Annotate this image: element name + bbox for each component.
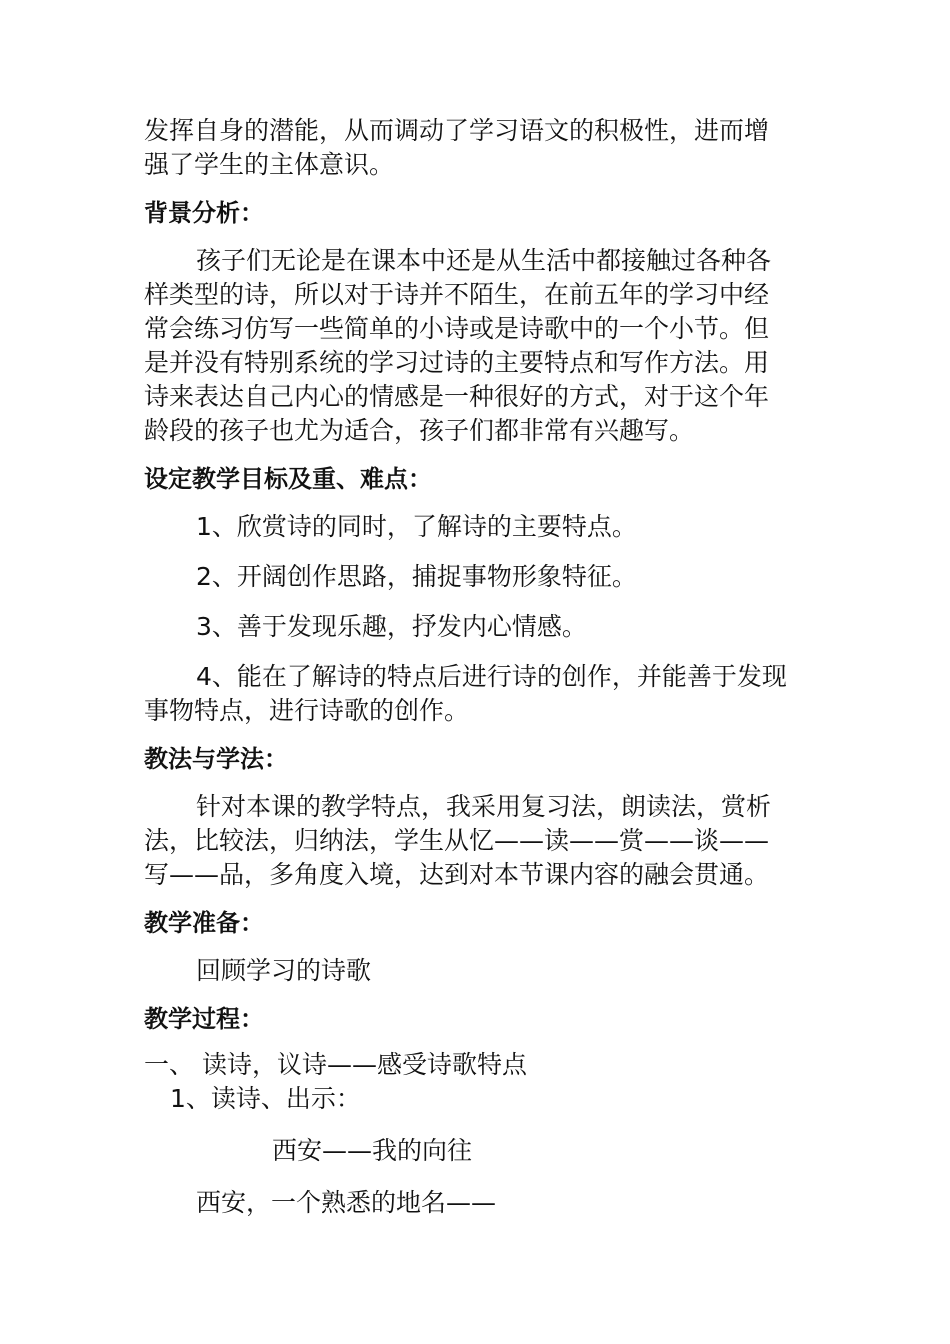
- methods-heading: 教法与学法：: [144, 745, 288, 773]
- background-line: 常会练习仿写一些简单的小诗或是诗歌中的一个小节。但: [144, 314, 770, 343]
- goal-item-2-text: 2、开阔创作思路，捕捉事物形象特征。: [196, 562, 637, 591]
- background-line: 龄段的孩子也尤为适合，孩子们都非常有兴趣写。: [144, 416, 695, 445]
- goal-item-4: [144, 660, 804, 728]
- poem-line-1: 西安，一个熟悉的地名——: [196, 1188, 497, 1217]
- background-line: 诗来表达自己内心的情感是一种很好的方式，对于这个年: [144, 382, 770, 411]
- background-paragraph: [144, 244, 804, 448]
- methods-paragraph: [144, 790, 804, 892]
- prep-heading: 教学准备：: [144, 909, 264, 937]
- prep-paragraph: [144, 954, 804, 988]
- intro-line-1: 发挥自身的潜能，从而调动了学习语文的积极性，进而增: [144, 116, 770, 145]
- document-page: [144, 114, 804, 1220]
- goal-item-1: [144, 510, 804, 544]
- prep-text: 回顾学习的诗歌: [196, 956, 372, 985]
- methods-line: 写——品，多角度入境，达到对本节课内容的融会贯通。: [144, 860, 770, 889]
- intro-line-2: 强了学生的主体意识。: [144, 150, 395, 179]
- background-line: 是并没有特别系统的学习过诗的主要特点和写作方法。用: [144, 348, 770, 377]
- methods-line: 法，比较法，归纳法，学生从忆——读——赏——谈——: [144, 826, 770, 855]
- background-line: 孩子们无论是在课本中还是从生活中都接触过各种各: [196, 246, 772, 275]
- goal-item-1-text: 1、欣赏诗的同时，了解诗的主要特点。: [196, 512, 637, 541]
- poem-title: 西安——我的向往: [272, 1136, 473, 1165]
- goal-item-2: [144, 560, 804, 594]
- goal-item-3-text: 3、善于发现乐趣，抒发内心情感。: [196, 612, 587, 641]
- methods-line: 针对本课的教学特点，我采用复习法，朗读法，赏析: [196, 792, 772, 821]
- background-line: 样类型的诗，所以对于诗并不陌生，在前五年的学习中经: [144, 280, 770, 309]
- process-sub-1: 1、读诗、出示：: [170, 1084, 361, 1113]
- goal-item-4-line-1: 4、能在了解诗的特点后进行诗的创作，并能善于发现: [196, 662, 787, 691]
- intro-paragraph: [144, 114, 804, 182]
- background-heading: 背景分析：: [144, 199, 264, 227]
- process-heading: 教学过程：: [144, 1005, 264, 1033]
- goal-item-4-line-2: 事物特点，进行诗歌的创作。: [144, 696, 470, 725]
- goals-heading: 设定教学目标及重、难点：: [144, 465, 432, 493]
- goal-item-3: [144, 610, 804, 644]
- process-step-1: 一、 读诗，议诗——感受诗歌特点: [144, 1050, 527, 1079]
